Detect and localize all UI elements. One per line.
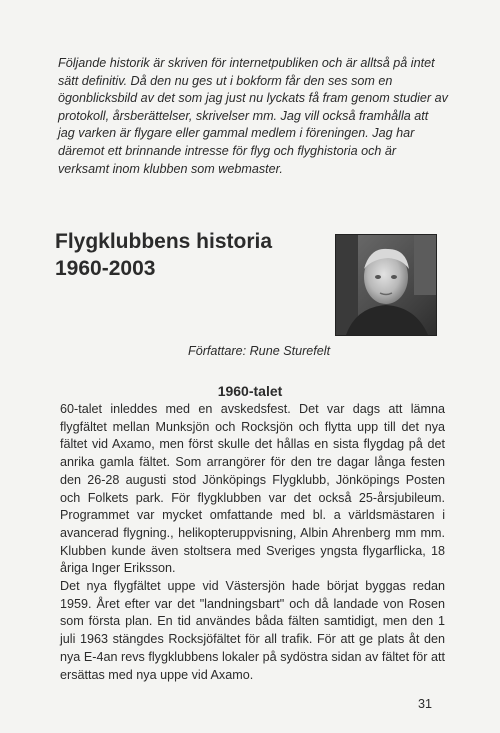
page-number: 31 — [418, 697, 433, 711]
body-paragraph: Det nya flygfältet uppe vid Västersjön hade börjat byggas redan 1959. Året efter var det "landningsbart" och då landade von Rosen som första plan. En tid användes båda fälten samtidigt, men den 1 juli 1963 stängdes Rocksjöfältet för all trafik. För att ge plats åt den nya E-4an revs flygklubbens lokaler på sydöstra sidan av fältet för att ersättas med nya uppe vid Axamo. — [60, 579, 445, 682]
intro-paragraph: Följande historik är skriven för internetpubliken och är alltså på intet sätt definitiv. Då den nu ges ut i bokform får den ses som en ögonblicksbild av det som jag just nu lyckats få fram genom studier av protokoll, årsberättelser, skrivelser mm. Jag vill också framhålla att jag varken är flygare eller gammal medlem i föreningen. Jag har däremot ett brinnande intresse för flyg och flyghistoria och är verksamt inom klubben som webmaster. — [58, 56, 448, 176]
author-credit: Författare: Rune Sturefelt — [188, 344, 331, 358]
body-paragraph: 60-talet inleddes med en avskedsfest. Det var dags att lämna flygfältet mellan Munksjön och Rocksjön och flytta upp till det nya fältet vid Axamo, men först skulle det hållas en sista flygdag på det anrika gamla fältet. Som arrangörer för den tre dagar långa festen den 26-28 augusti stod Jönköpings Flygklubb, Jönköpings Posten och Folkets park. För flygklubben var det också 25-årsjubileum. Programmet var mycket omfattande med bl. a världsmästaren i avancerad flygning., helikopteruppvisning, Albin Ahrenberg mm mm. Klubben kunde även stoltsera med Sveriges yngsta flygarflicka, 18 åriga Inger Eriksson. — [60, 402, 445, 576]
section-heading: 1960-talet — [217, 383, 283, 399]
page-title — [55, 228, 325, 282]
section-body — [60, 401, 445, 684]
author-portrait-photo — [335, 234, 437, 336]
title-line-2: 1960-2003 — [55, 257, 156, 280]
title-line-1: Flygklubbens historia — [55, 230, 273, 253]
